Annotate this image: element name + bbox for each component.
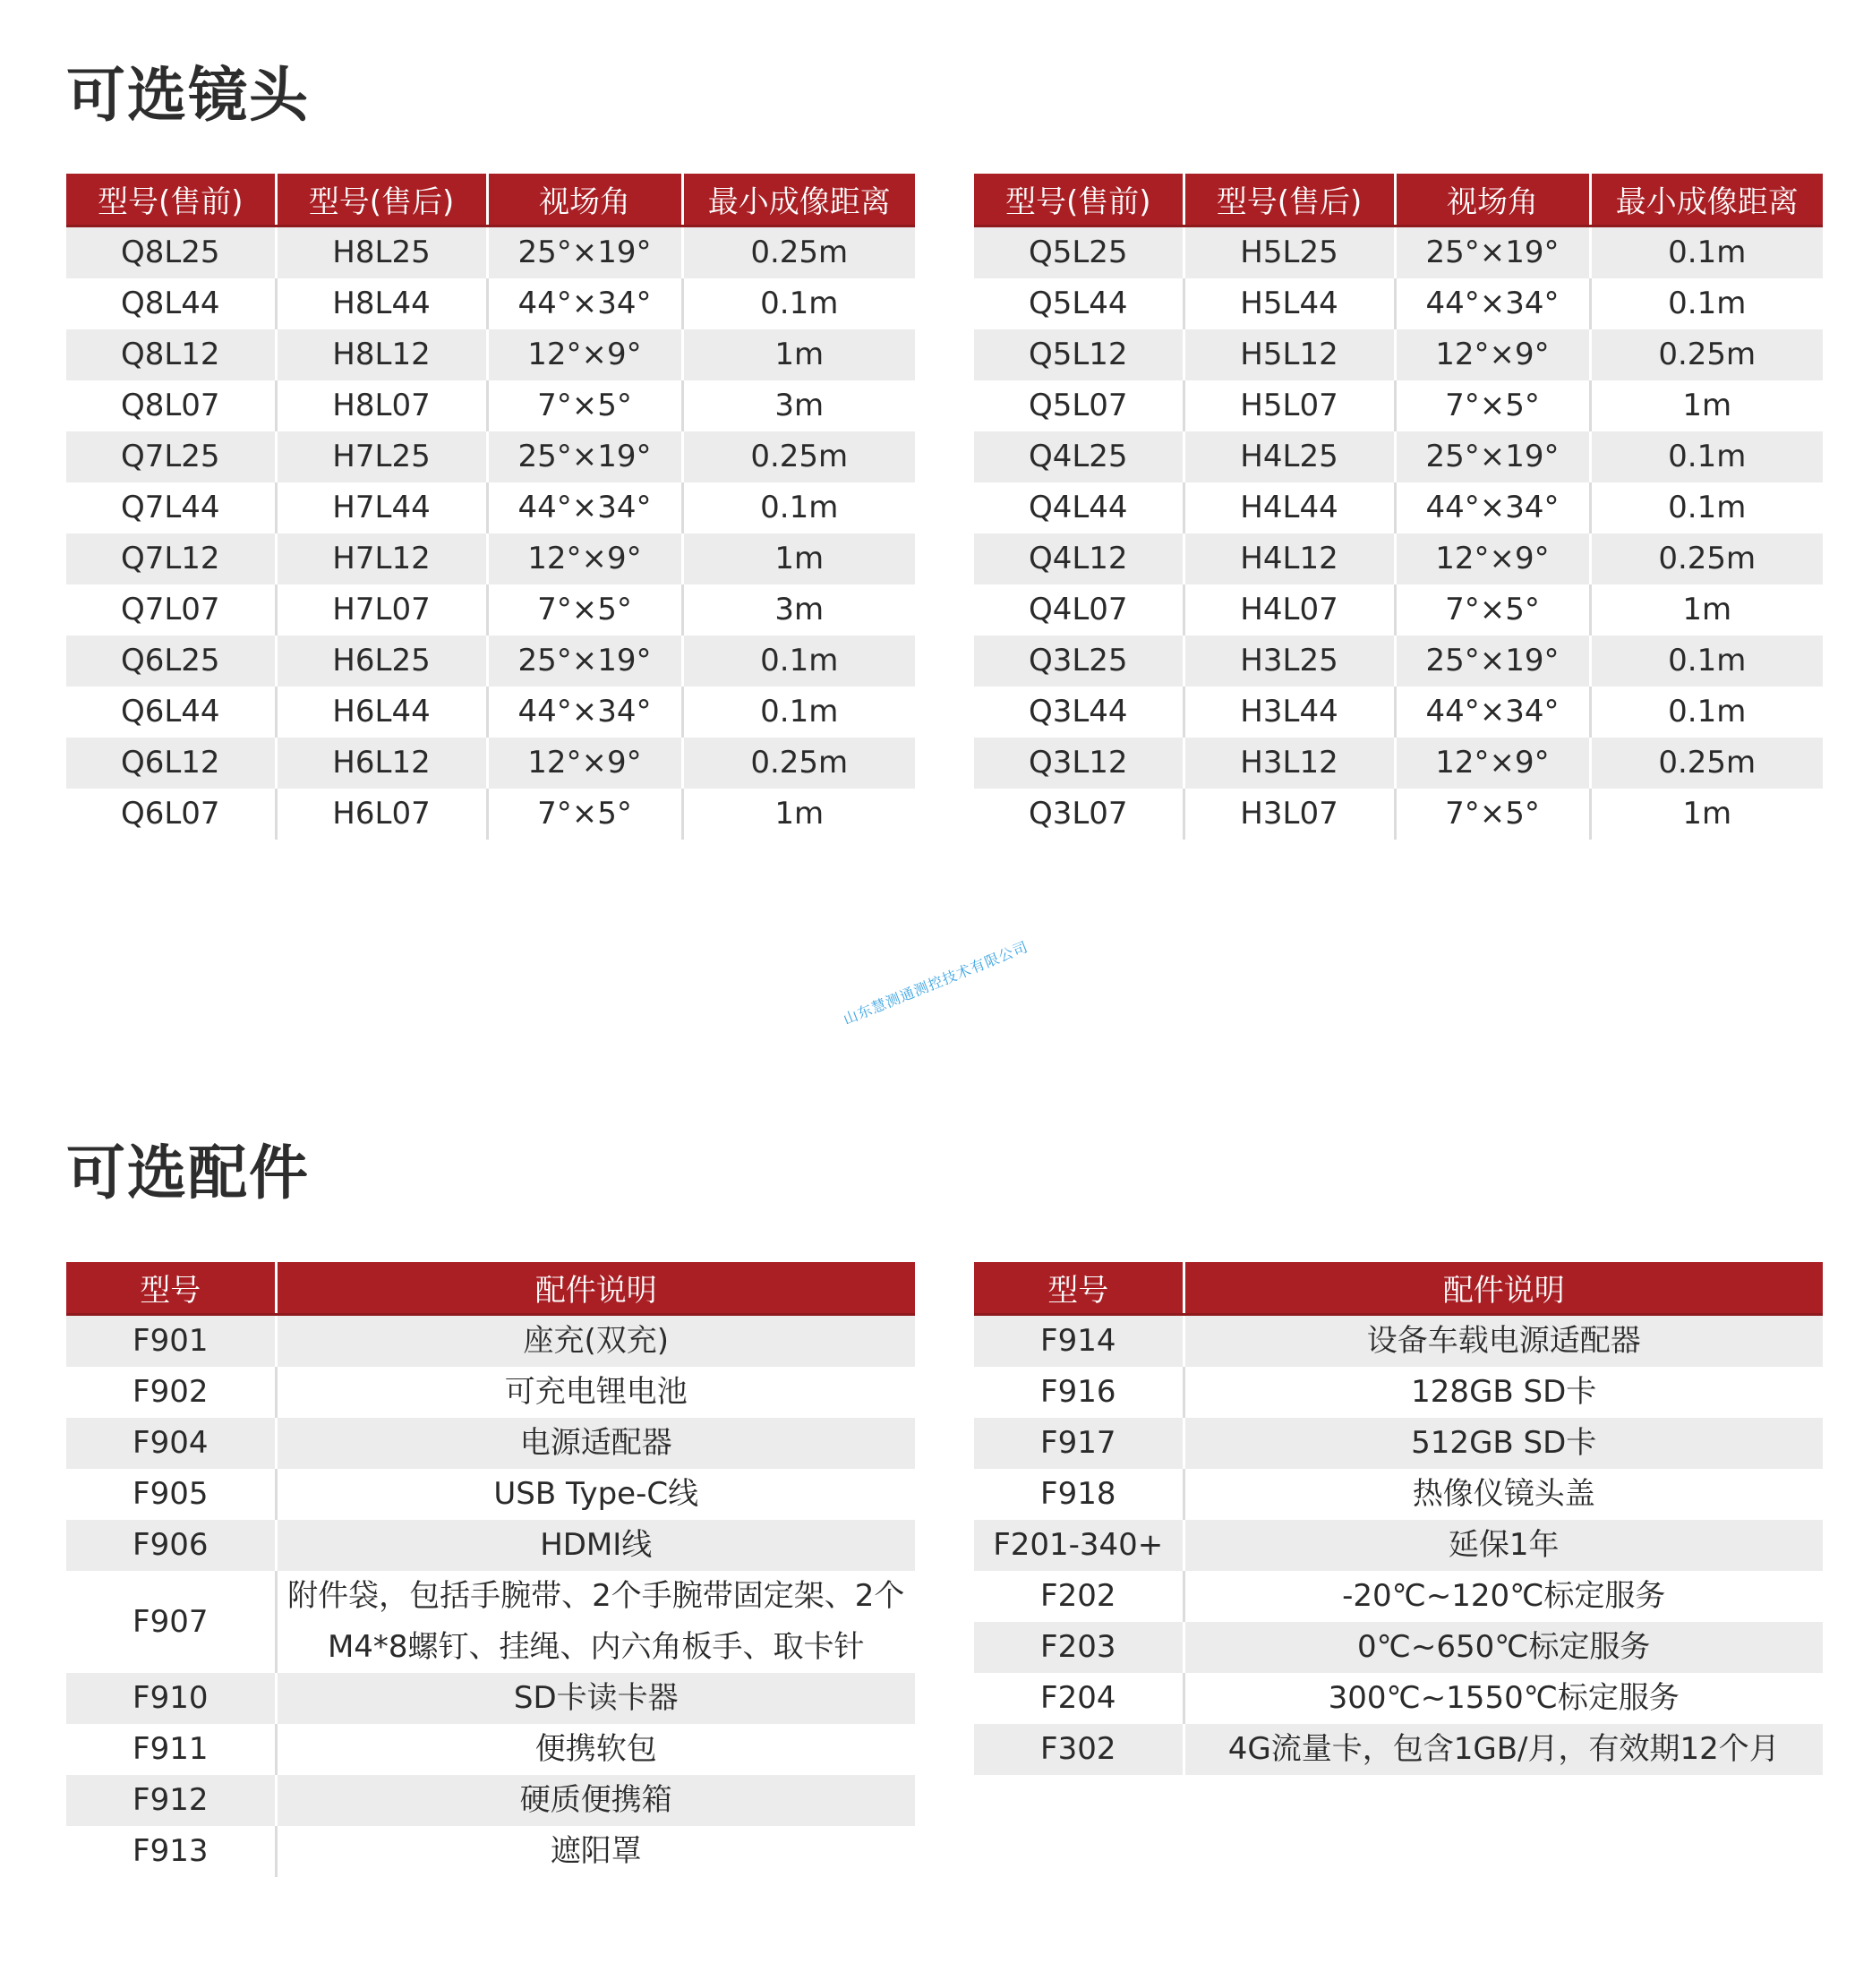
lens-row (66, 431, 915, 482)
table-cell: 12°×9° (487, 738, 682, 789)
table-cell: Q4L12 (974, 533, 1184, 584)
header-row (66, 174, 915, 226)
table-cell: F917 (974, 1418, 1184, 1469)
table-cell: 0.1m (1590, 431, 1823, 482)
table-cell: F201-340+ (974, 1520, 1184, 1571)
table-cell: H4L25 (1184, 431, 1395, 482)
table-cell: 3m (682, 584, 915, 636)
accessory-row (974, 1724, 1823, 1775)
accessory-row (66, 1469, 915, 1520)
accessory-row (974, 1315, 1823, 1368)
table-cell: 25°×19° (1395, 431, 1590, 482)
lens-row (66, 584, 915, 636)
column-header: 型号(售前) (974, 174, 1184, 226)
column-header: 最小成像距离 (682, 174, 915, 226)
column-header: 型号 (66, 1262, 276, 1315)
accessories-table-body (66, 1315, 915, 1878)
table-cell: 1m (1590, 789, 1823, 840)
table-cell: Q3L44 (974, 687, 1184, 738)
lens-row (66, 226, 915, 279)
table-cell: H7L25 (276, 431, 487, 482)
table-cell: 0.25m (1590, 329, 1823, 380)
accessories-table-header (974, 1262, 1823, 1315)
table-cell: Q7L12 (66, 533, 276, 584)
table-cell: 1m (1590, 380, 1823, 431)
table-cell: SD卡读卡器 (276, 1673, 915, 1724)
table-cell: F916 (974, 1367, 1184, 1418)
table-cell: 44°×34° (1395, 278, 1590, 329)
table-cell: Q8L25 (66, 226, 276, 279)
table-cell: 25°×19° (487, 636, 682, 687)
table-cell: 512GB SD卡 (1184, 1418, 1823, 1469)
table-cell: 0.25m (682, 738, 915, 789)
table-cell: 12°×9° (487, 533, 682, 584)
table-cell: 可充电锂电池 (276, 1367, 915, 1418)
lens-row (66, 533, 915, 584)
table-cell: 热像仪镜头盖 (1184, 1469, 1823, 1520)
table-cell: 44°×34° (487, 687, 682, 738)
table-cell: Q8L07 (66, 380, 276, 431)
table-cell: 7°×5° (1395, 380, 1590, 431)
column-header: 视场角 (487, 174, 682, 226)
lens-row (974, 738, 1823, 789)
table-cell: F918 (974, 1469, 1184, 1520)
header-row (66, 1262, 915, 1315)
accessory-row (66, 1826, 915, 1877)
lens-row (974, 226, 1823, 279)
table-cell: F203 (974, 1622, 1184, 1673)
table-cell: H3L12 (1184, 738, 1395, 789)
table-cell: 0.1m (682, 636, 915, 687)
table-cell: Q6L07 (66, 789, 276, 840)
column-header: 最小成像距离 (1590, 174, 1823, 226)
table-cell: 300℃~1550℃标定服务 (1184, 1673, 1823, 1724)
lens-row (66, 636, 915, 687)
table-cell: Q6L44 (66, 687, 276, 738)
lens-row (974, 687, 1823, 738)
lens-row (974, 482, 1823, 533)
table-cell: F204 (974, 1673, 1184, 1724)
table-cell: H4L07 (1184, 584, 1395, 636)
lens-row (974, 380, 1823, 431)
table-cell: 12°×9° (1395, 738, 1590, 789)
table-cell: F910 (66, 1673, 276, 1724)
accessory-row (974, 1367, 1823, 1418)
column-header: 型号 (974, 1262, 1184, 1315)
table-cell: Q5L12 (974, 329, 1184, 380)
accessory-row (66, 1724, 915, 1775)
column-header: 型号(售前) (66, 174, 276, 226)
table-cell: 25°×19° (487, 226, 682, 279)
lens-row (974, 584, 1823, 636)
table-cell: F912 (66, 1775, 276, 1826)
accessories-section-title: 可选配件 (66, 1139, 310, 1207)
table-cell: 3m (682, 380, 915, 431)
header-row (974, 174, 1823, 226)
accessories-table-body (974, 1315, 1823, 1776)
table-cell: Q5L07 (974, 380, 1184, 431)
table-cell: F901 (66, 1315, 276, 1368)
table-cell: 0.25m (1590, 533, 1823, 584)
accessory-row (974, 1622, 1823, 1673)
table-cell: H5L44 (1184, 278, 1395, 329)
table-cell: USB Type-C线 (276, 1469, 915, 1520)
table-cell: H4L44 (1184, 482, 1395, 533)
table-cell: 0.25m (1590, 738, 1823, 789)
column-header: 配件说明 (1184, 1262, 1823, 1315)
table-cell: H3L07 (1184, 789, 1395, 840)
table-cell: F905 (66, 1469, 276, 1520)
table-cell: F906 (66, 1520, 276, 1571)
lens-row (974, 789, 1823, 840)
table-cell: H5L12 (1184, 329, 1395, 380)
accessory-row (66, 1418, 915, 1469)
accessory-row (974, 1571, 1823, 1622)
table-cell: H8L25 (276, 226, 487, 279)
table-cell: 0.1m (1590, 687, 1823, 738)
table-cell: H8L44 (276, 278, 487, 329)
table-cell: H8L07 (276, 380, 487, 431)
table-cell: F902 (66, 1367, 276, 1418)
table-cell: H6L44 (276, 687, 487, 738)
accessory-row (66, 1367, 915, 1418)
table-cell: H5L07 (1184, 380, 1395, 431)
accessory-row (66, 1520, 915, 1571)
table-cell: Q7L25 (66, 431, 276, 482)
table-cell: F907 (66, 1571, 276, 1673)
lens-table-header (66, 174, 915, 226)
table-cell: Q8L44 (66, 278, 276, 329)
column-header: 视场角 (1395, 174, 1590, 226)
lens-table-body (66, 226, 915, 840)
table-cell: 硬质便携箱 (276, 1775, 915, 1826)
table-cell: Q7L44 (66, 482, 276, 533)
table-cell: F914 (974, 1315, 1184, 1368)
accessory-row (66, 1315, 915, 1368)
table-cell: 设备车载电源适配器 (1184, 1315, 1823, 1368)
accessory-row (974, 1469, 1823, 1520)
lens-table-body (974, 226, 1823, 840)
table-cell: F202 (974, 1571, 1184, 1622)
table-cell: H3L25 (1184, 636, 1395, 687)
table-cell: 电源适配器 (276, 1418, 915, 1469)
table-cell: 1m (682, 533, 915, 584)
table-cell: Q3L25 (974, 636, 1184, 687)
table-cell: 12°×9° (1395, 329, 1590, 380)
column-header: 型号(售后) (276, 174, 487, 226)
accessories-table-left (66, 1262, 915, 1877)
lens-row (66, 687, 915, 738)
lens-row (974, 431, 1823, 482)
table-cell: 1m (682, 789, 915, 840)
accessories-table-header (66, 1262, 915, 1315)
company-watermark: 山东慧测通测控技术有限公司 (841, 937, 1031, 1028)
table-cell: 44°×34° (487, 278, 682, 329)
lens-row (974, 636, 1823, 687)
lens-row (66, 380, 915, 431)
table-cell: 25°×19° (1395, 636, 1590, 687)
accessories-table-right (974, 1262, 1823, 1775)
table-cell: 44°×34° (1395, 687, 1590, 738)
table-cell: 1m (1590, 584, 1823, 636)
lens-table-header (974, 174, 1823, 226)
table-cell: 1m (682, 329, 915, 380)
table-cell: Q4L44 (974, 482, 1184, 533)
accessory-row (66, 1673, 915, 1724)
table-cell: H6L07 (276, 789, 487, 840)
table-cell: Q4L07 (974, 584, 1184, 636)
table-cell: H5L25 (1184, 226, 1395, 279)
table-cell: 0.1m (1590, 278, 1823, 329)
lens-row (66, 329, 915, 380)
table-cell: 12°×9° (1395, 533, 1590, 584)
lens-row (66, 278, 915, 329)
table-cell: Q3L07 (974, 789, 1184, 840)
lens-table-left (66, 174, 915, 840)
table-cell: 7°×5° (1395, 789, 1590, 840)
table-cell: 0.1m (1590, 226, 1823, 279)
table-cell: 0.1m (1590, 636, 1823, 687)
accessory-row (974, 1418, 1823, 1469)
table-cell: H6L25 (276, 636, 487, 687)
table-cell: 0.1m (1590, 482, 1823, 533)
accessory-row (974, 1520, 1823, 1571)
table-cell: 12°×9° (487, 329, 682, 380)
table-cell: F302 (974, 1724, 1184, 1775)
table-cell: 7°×5° (1395, 584, 1590, 636)
table-cell: 座充(双充) (276, 1315, 915, 1368)
table-cell: H7L12 (276, 533, 487, 584)
table-cell: 4G流量卡，包含1GB/月，有效期12个月 (1184, 1724, 1823, 1775)
table-cell: Q7L07 (66, 584, 276, 636)
table-cell: F904 (66, 1418, 276, 1469)
table-cell: H7L44 (276, 482, 487, 533)
table-cell: 0.25m (682, 431, 915, 482)
table-cell: 延保1年 (1184, 1520, 1823, 1571)
lens-row (66, 789, 915, 840)
accessory-row (66, 1571, 915, 1673)
table-cell: 25°×19° (1395, 226, 1590, 279)
lens-row (66, 482, 915, 533)
table-cell: 7°×5° (487, 380, 682, 431)
lenses-section-title: 可选镜头 (66, 61, 310, 130)
table-cell: 0.1m (682, 482, 915, 533)
table-cell: H4L12 (1184, 533, 1395, 584)
table-cell: 25°×19° (487, 431, 682, 482)
lens-row (974, 329, 1823, 380)
accessory-row (974, 1673, 1823, 1724)
accessory-row (66, 1775, 915, 1826)
table-cell: Q4L25 (974, 431, 1184, 482)
header-row (974, 1262, 1823, 1315)
table-cell: 44°×34° (487, 482, 682, 533)
table-cell: 0.1m (682, 278, 915, 329)
table-cell: Q3L12 (974, 738, 1184, 789)
table-cell: Q8L12 (66, 329, 276, 380)
table-cell: 0.25m (682, 226, 915, 279)
table-cell: HDMI线 (276, 1520, 915, 1571)
table-cell: 附件袋，包括手腕带、2个手腕带固定架、2个M4*8螺钉、挂绳、内六角板手、取卡针 (276, 1571, 915, 1673)
lens-table-right (974, 174, 1823, 840)
table-cell: H8L12 (276, 329, 487, 380)
table-cell: 0.1m (682, 687, 915, 738)
table-cell: 0℃~650℃标定服务 (1184, 1622, 1823, 1673)
table-cell: H3L44 (1184, 687, 1395, 738)
lens-row (974, 533, 1823, 584)
table-cell: F913 (66, 1826, 276, 1877)
table-cell: 遮阳罩 (276, 1826, 915, 1877)
table-cell: H6L12 (276, 738, 487, 789)
table-cell: Q5L25 (974, 226, 1184, 279)
table-cell: -20℃~120℃标定服务 (1184, 1571, 1823, 1622)
table-cell: H7L07 (276, 584, 487, 636)
table-cell: 7°×5° (487, 584, 682, 636)
lens-row (974, 278, 1823, 329)
table-cell: 44°×34° (1395, 482, 1590, 533)
table-cell: F911 (66, 1724, 276, 1775)
lens-row (66, 738, 915, 789)
column-header: 配件说明 (276, 1262, 915, 1315)
table-cell: 7°×5° (487, 789, 682, 840)
table-cell: Q5L44 (974, 278, 1184, 329)
table-cell: 128GB SD卡 (1184, 1367, 1823, 1418)
table-cell: 便携软包 (276, 1724, 915, 1775)
table-cell: Q6L12 (66, 738, 276, 789)
table-cell: Q6L25 (66, 636, 276, 687)
column-header: 型号(售后) (1184, 174, 1395, 226)
